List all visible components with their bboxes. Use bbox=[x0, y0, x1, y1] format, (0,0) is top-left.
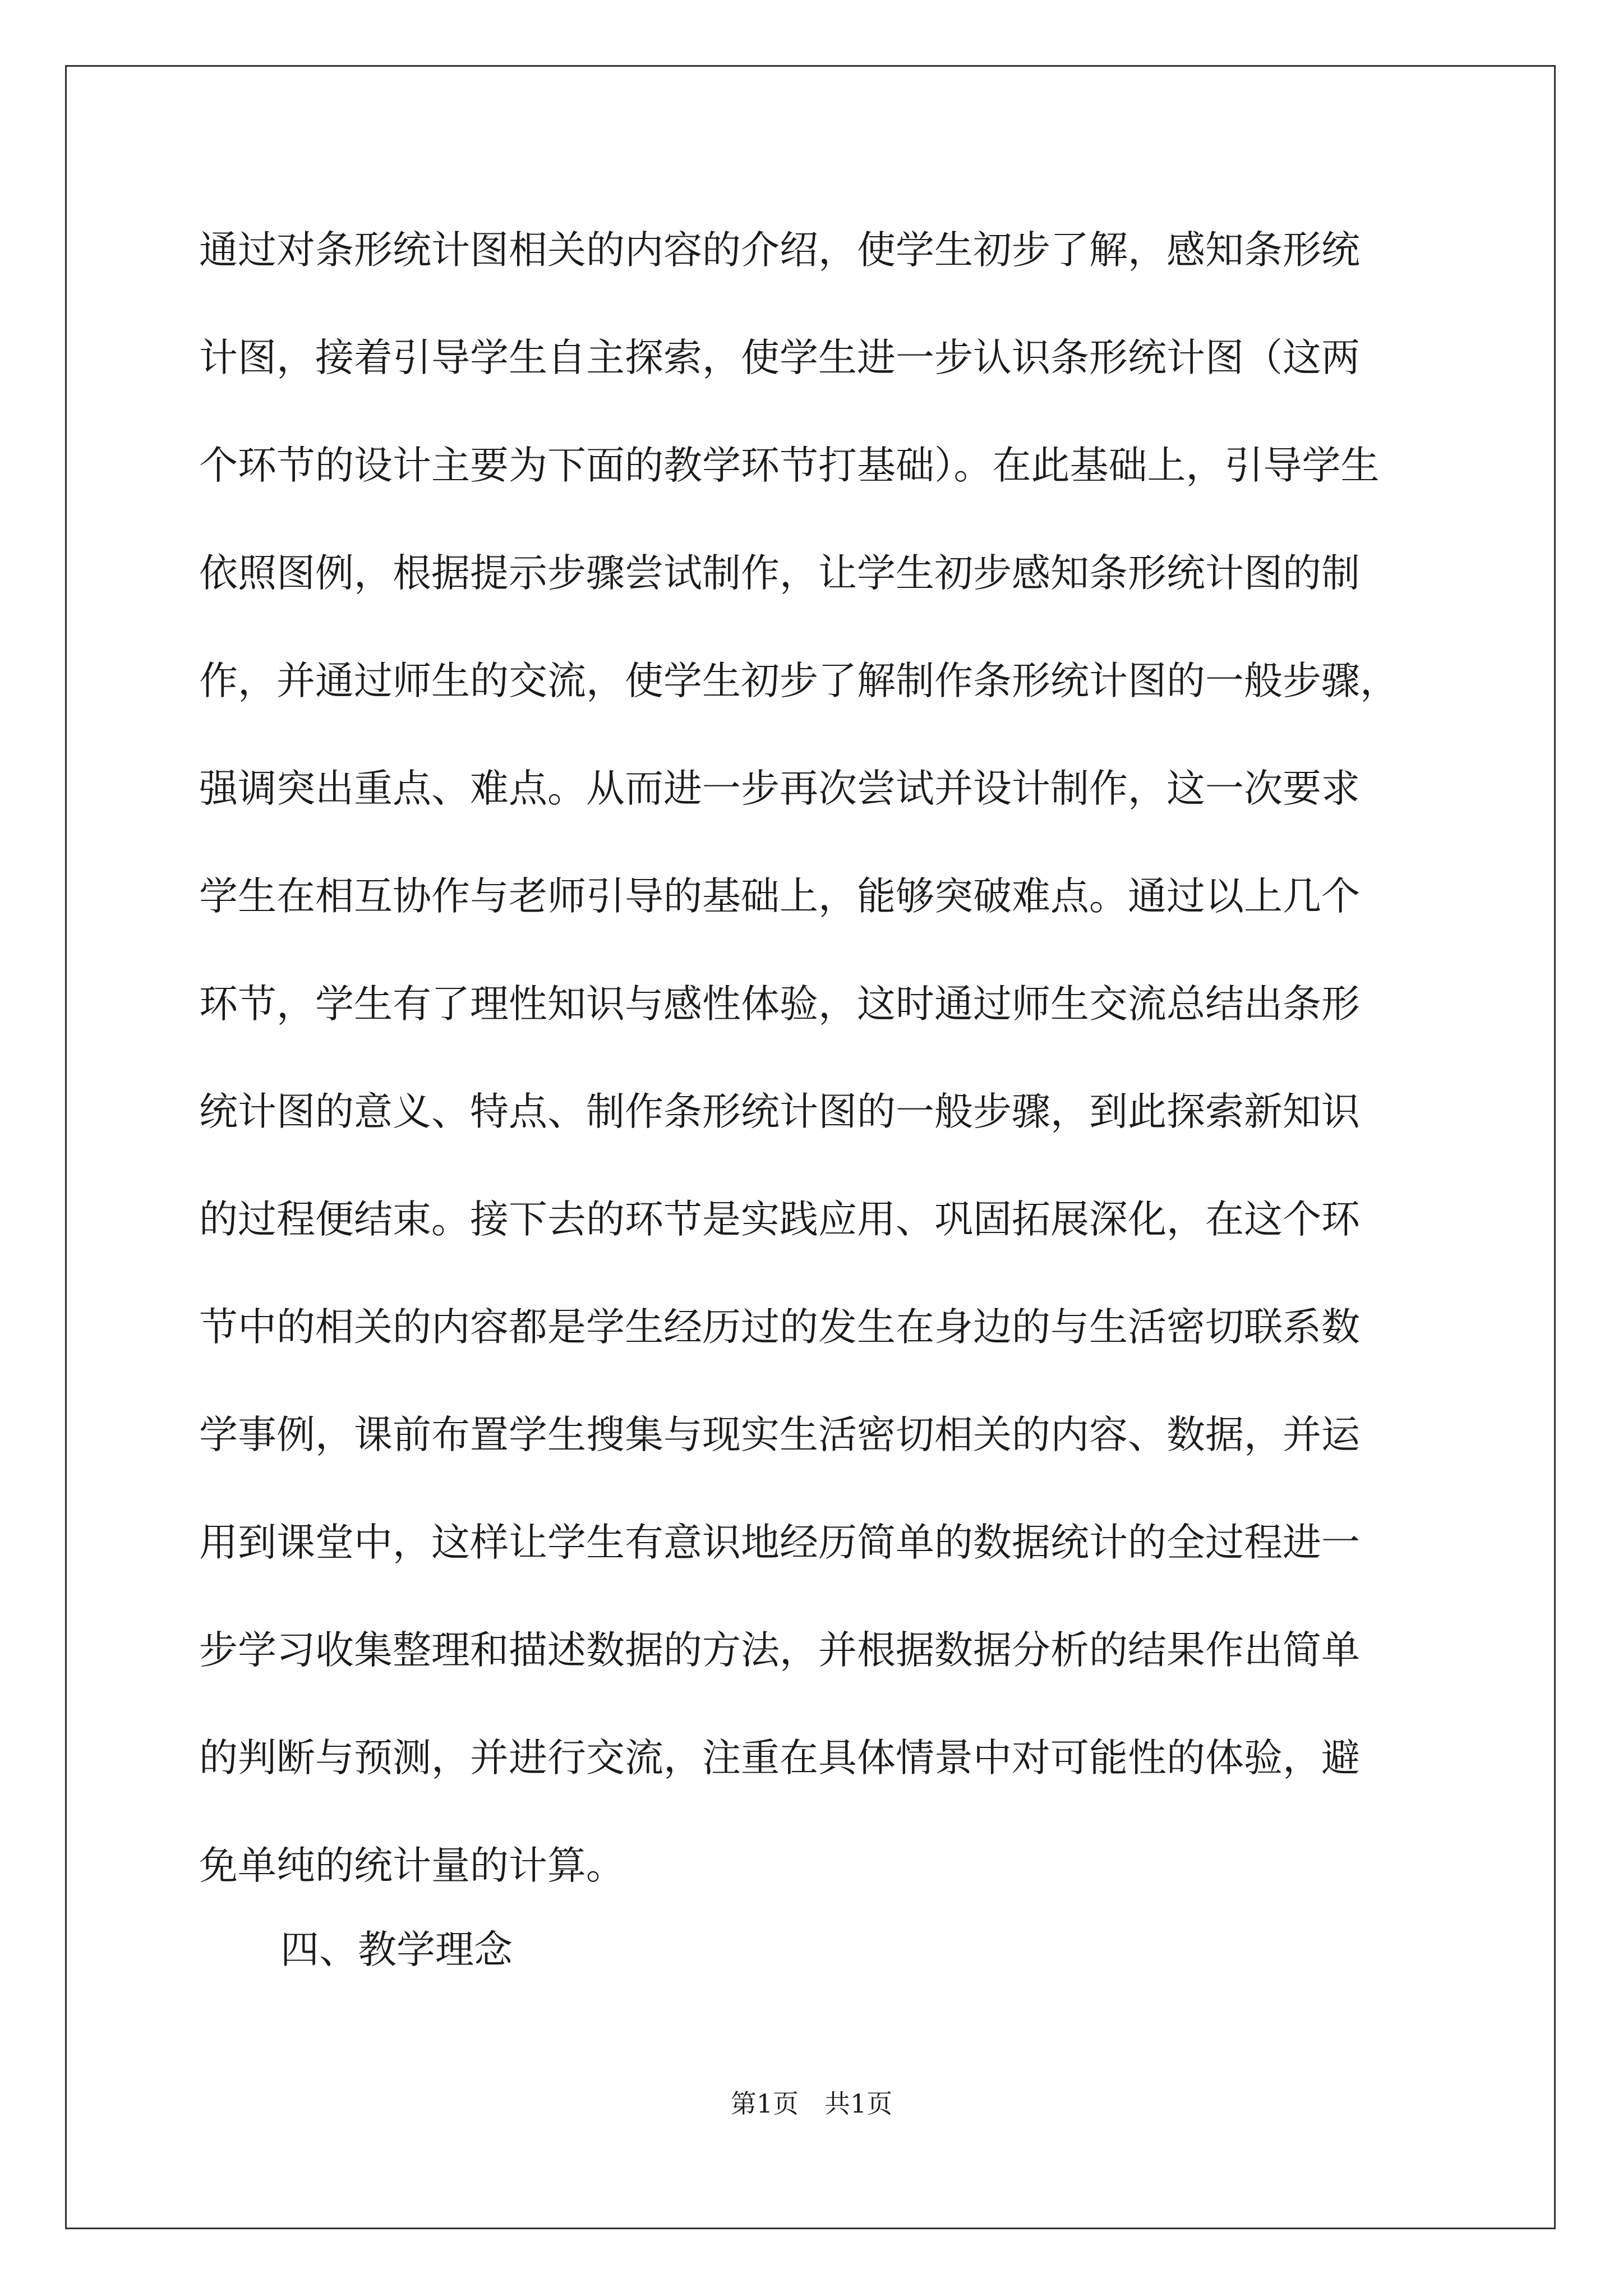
paragraph-line: 学生在相互协作与老师引导的基础上，能够突破难点。通过以上几个 bbox=[199, 874, 1360, 919]
paragraph-line: 免单纯的统计量的计算。 bbox=[199, 1843, 625, 1888]
paragraph-line: 通过对条形统计图相关的内容的介绍，使学生初步了解，感知条形统 bbox=[199, 228, 1360, 273]
page-number-current: 第1页 bbox=[730, 2088, 799, 2119]
paragraph-line: 强调突出重点、难点。从而进一步再次尝试并设计制作，这一次要求 bbox=[199, 766, 1360, 811]
paragraph-line: 依照图例，根据提示步骤尝试制作，让学生初步感知条形统计图的制 bbox=[199, 551, 1360, 596]
paragraph-line: 的过程便结束。接下去的环节是实践应用、巩固拓展深化，在这个环 bbox=[199, 1197, 1360, 1242]
section-heading: 四、教学理念 bbox=[280, 1927, 513, 1972]
paragraph-line: 统计图的意义、特点、制作条形统计图的一般步骤，到此探索新知识 bbox=[199, 1089, 1360, 1134]
paragraph-line: 计图，接着引导学生自主探索，使学生进一步认识条形统计图（这两 bbox=[199, 335, 1360, 380]
paragraph-line: 步学习收集整理和描述数据的方法，并根据数据分析的结果作出简单 bbox=[199, 1628, 1360, 1673]
paragraph-line: 环节，学生有了理性知识与感性体验，这时通过师生交流总结出条形 bbox=[199, 982, 1360, 1027]
paragraph-line: 用到课堂中，这样让学生有意识地经历简单的数据统计的全过程进一 bbox=[199, 1520, 1360, 1565]
paragraph-line: 的判断与预测，并进行交流，注重在具体情景中对可能性的体验，避 bbox=[199, 1736, 1360, 1780]
paragraph-line: 节中的相关的内容都是学生经历过的发生在身边的与生活密切联系数 bbox=[199, 1305, 1360, 1350]
page-footer bbox=[0, 2087, 1623, 2120]
paragraph-line: 个环节的设计主要为下面的教学环节打基础）。在此基础上，引导学生 bbox=[199, 443, 1380, 488]
body-paragraph bbox=[199, 196, 1433, 1920]
paragraph-line: 学事例，课前布置学生搜集与现实生活密切相关的内容、数据，并运 bbox=[199, 1412, 1360, 1457]
paragraph-line: 作，并通过师生的交流，使学生初步了解制作条形统计图的一般步骤， bbox=[199, 659, 1399, 703]
page-number-total: 共1页 bbox=[824, 2088, 893, 2119]
